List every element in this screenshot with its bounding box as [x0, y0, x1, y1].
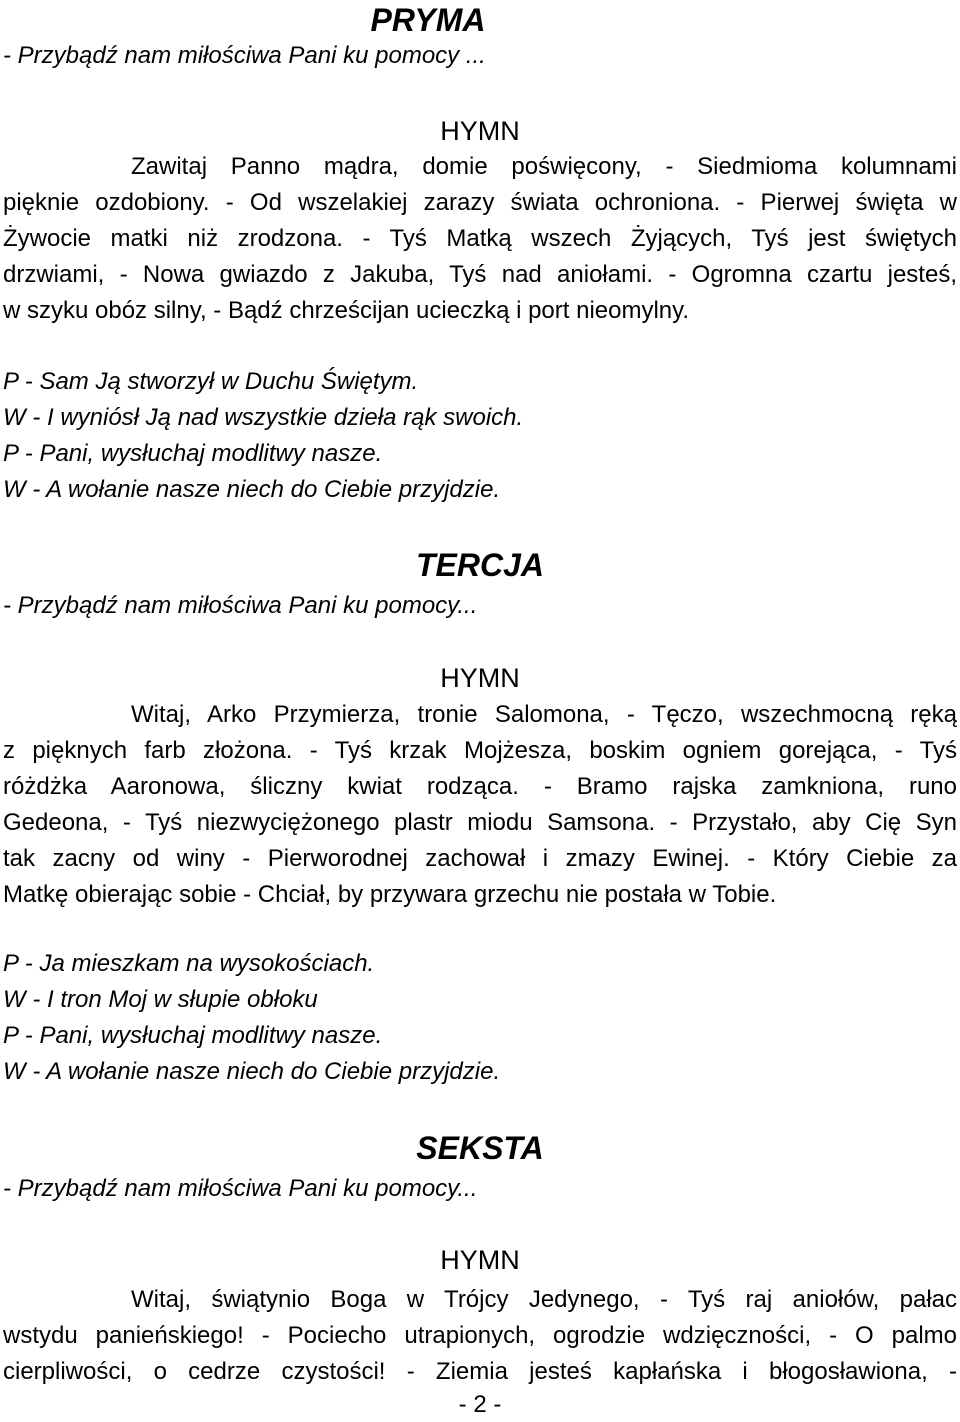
hymn-line: Witaj, świątynio Boga w Trójcy Jedynego, - Tyś raj aniołów, pałac	[131, 1286, 957, 1313]
versicle: W - I wyniósł Ją nad wszystkie dzieła rąk swoich.	[3, 404, 524, 431]
hymn-line: z pięknych farb złożona. - Tyś krzak Mojżesza, boskim ogniem gorejąca, - Tyś	[3, 737, 957, 764]
hymn-line: drzwiami, - Nowa gwiazdo z Jakuba, Tyś nad aniołami. - Ogromna czartu jesteś,	[3, 261, 957, 288]
section-title-tercja: TERCJA	[415, 547, 544, 583]
versicle: P - Sam Ją stworzył w Duchu Świętym.	[3, 368, 419, 395]
hymn-line: pięknie ozdobiony. - Od wszelakiej zarazy świata ochroniona. - Pierwej święta w	[3, 189, 957, 216]
versicle: W - A wołanie nasze niech do Ciebie przyjdzie.	[3, 476, 501, 503]
versicle: P - Pani, wysłuchaj modlitwy nasze.	[3, 1022, 383, 1049]
versicle: W - A wołanie nasze niech do Ciebie przyjdzie.	[3, 1058, 501, 1085]
hymn-line: w szyku obóz silny, - Bądź chrześcijan ucieczką i port nieomylny.	[3, 297, 690, 324]
hymn-line: Matkę obierając sobie - Chciał, by przywara grzechu nie postała w Tobie.	[3, 881, 777, 908]
hymn-label-tercja: HYMN	[440, 663, 520, 693]
page-number: - 2 -	[458, 1391, 502, 1418]
hymn-line: Gedeona, - Tyś niezwyciężonego plastr miodu Samsona. - Przystało, aby Cię Syn	[3, 809, 957, 836]
hymn-line: tak zacny od winy - Pierworodnej zachował i zmazy Ewinej. - Który Ciebie za	[3, 845, 957, 872]
hymn-line: Zawitaj Panno mądra, domie poświęcony, - Siedmioma kolumnami	[131, 153, 957, 180]
hymn-line: wstydu panieńskiego! - Pociecho utrapionych, ogrodzie wdzięczności, - O palmo	[3, 1322, 957, 1349]
section-title-seksta: SEKSTA	[416, 1130, 544, 1166]
hymn-line: Żywocie matki niż zrodzona. - Tyś Matką wszech Żyjących, Tyś jest świętych	[3, 225, 957, 252]
invocation-tercja: - Przybądź nam miłościwa Pani ku pomocy...	[3, 592, 478, 619]
hymn-label-seksta: HYMN	[440, 1245, 520, 1275]
hymn-line: cierpliwości, o cedrze czystości! - Ziemia jesteś kapłańska i błogosławiona, -	[3, 1358, 957, 1385]
versicle: P - Pani, wysłuchaj modlitwy nasze.	[3, 440, 383, 467]
section-title-pryma: PRYMA	[370, 2, 486, 38]
invocation-pryma: - Przybądź nam miłościwa Pani ku pomocy ...	[3, 42, 486, 69]
hymn-line: różdżka Aaronowa, śliczny kwiat rodząca. - Bramo rajska zamkniona, runo	[3, 773, 957, 800]
versicle: P - Ja mieszkam na wysokościach.	[3, 950, 375, 977]
versicle: W - I tron Moj w słupie obłoku	[3, 986, 318, 1013]
hymn-line: Witaj, Arko Przymierza, tronie Salomona, - Tęczo, wszechmocną ręką	[131, 701, 957, 728]
invocation-seksta: - Przybądź nam miłościwa Pani ku pomocy...	[3, 1175, 478, 1202]
hymn-label-pryma: HYMN	[440, 116, 520, 146]
